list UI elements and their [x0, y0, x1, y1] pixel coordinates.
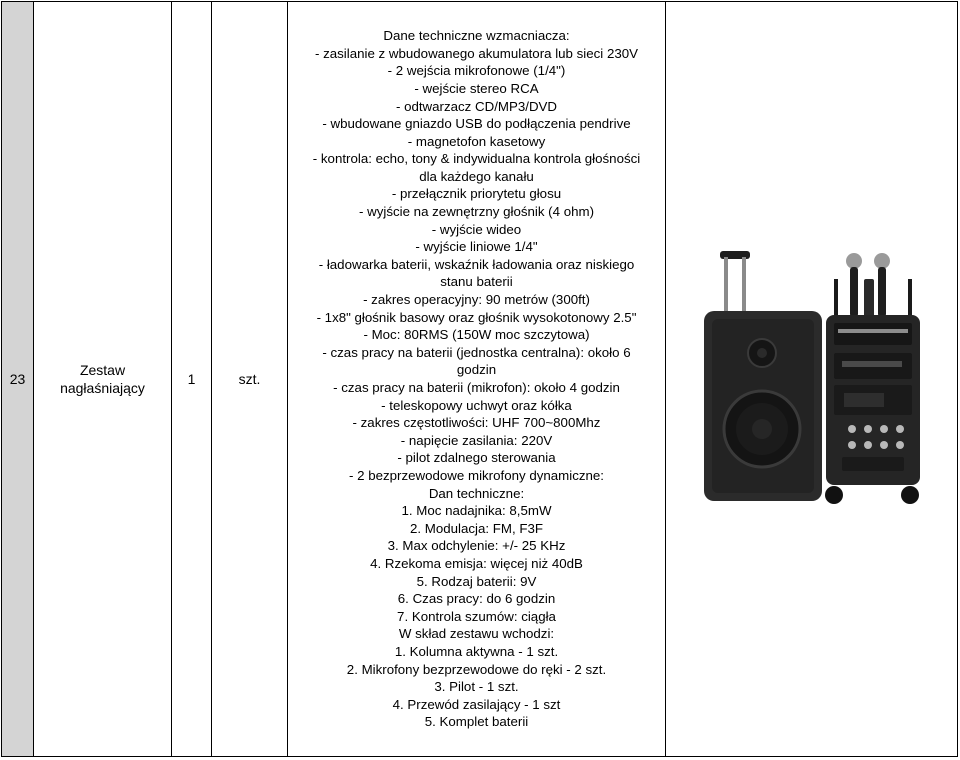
description-line: 7. Kontrola szumów: ciągła — [397, 608, 556, 624]
antenna-left — [834, 279, 838, 319]
description-line: 2. Mikrofony bezprzewodowe do ręki - 2 szt. — [346, 661, 607, 677]
description-line: - czas pracy na baterii (mikrofon): około 4 godzin — [333, 380, 620, 395]
description-line: 5. Rodzaj baterii: 9V — [416, 573, 537, 589]
description-line: 1. Moc nadajnika: 8,5mW — [401, 503, 552, 519]
description-line: 5. Komplet baterii — [424, 714, 529, 730]
description-line: 2. Modulacja: FM, F3F — [409, 520, 543, 536]
description-line: - wyjście liniowe 1/4" — [415, 239, 538, 255]
description-line: - czas pracy na baterii (jednostka centralna): około 6 — [322, 344, 631, 360]
description-line: 3. Max odchylenie: +/- 25 KHz — [387, 538, 566, 554]
description-line: dla każdego kanału — [419, 168, 534, 184]
item-name — [34, 2, 172, 757]
description-line: Dan techniczne: — [428, 485, 525, 501]
description-line: - przełącznik priorytetu głosu — [391, 186, 562, 202]
portable-pa-speaker-photo — [702, 249, 922, 509]
spec-table — [1, 1, 958, 757]
remote-control-icon — [864, 279, 874, 319]
table-row — [2, 2, 958, 757]
microphone-icon — [846, 253, 862, 317]
description-line: - magnetofon kasetowy — [407, 133, 546, 149]
description-line: - wejście stereo RCA — [414, 80, 539, 96]
description-line: - kontrola: echo, tony & indywidualna kontrola głośności — [312, 151, 641, 167]
description-line: - odtwarzacz CD/MP3/DVD — [395, 98, 558, 114]
speaker-cabinet — [704, 311, 822, 501]
item-unit: szt. — [212, 2, 288, 757]
description-line: - 1x8" głośnik basowy oraz głośnik wysokotonowy 2.5" — [316, 309, 637, 325]
description-line: Dane techniczne wzmacniacza: — [383, 28, 570, 44]
description-line: 4. Rzekoma emisja: więcej niż 40dB — [370, 555, 583, 571]
description-line: 3. Pilot - 1 szt. — [434, 679, 519, 695]
description-line: 1. Kolumna aktywna - 1 szt. — [394, 643, 559, 659]
description-line: - 2 bezprzewodowe mikrofony dynamiczne: — [349, 467, 604, 483]
description-line: godzin — [456, 362, 497, 378]
item-name-line: Zestaw — [79, 362, 126, 378]
product-image-cell — [666, 2, 958, 757]
item-name-line: nagłaśniający — [60, 380, 145, 396]
antenna-right — [908, 279, 912, 319]
amplifier-panel — [826, 315, 920, 485]
description-line: - wbudowane gniazdo USB do podłączenia pendrive — [322, 116, 631, 132]
description-line: - wyjście na zewnętrzny głośnik (4 ohm) — [359, 204, 594, 220]
description-line: - napięcie zasilania: 220V — [400, 432, 553, 448]
item-description — [288, 2, 666, 757]
description-line: - zakres częstotliwości: UHF 700~800Mhz — [352, 415, 601, 431]
description-line: 4. Przewód zasilający - 1 szt — [392, 696, 561, 712]
microphone-icon — [874, 253, 890, 317]
description-line: W skład zestawu wchodzi: — [398, 626, 555, 642]
description-line: stanu baterii — [440, 274, 513, 290]
description-line: - zakres operacyjny: 90 metrów (300ft) — [363, 292, 590, 308]
description-line: - wyjście wideo — [431, 221, 522, 237]
item-quantity: 1 — [172, 2, 212, 757]
wheel-icon — [901, 486, 919, 504]
row-number: 23 — [2, 2, 34, 757]
description-line: - pilot zdalnego sterowania — [397, 450, 556, 466]
description-line: - zasilanie z wbudowanego akumulatora lub sieci 230V — [314, 45, 638, 61]
telescopic-handle — [720, 251, 750, 315]
description-line: - Moc: 80RMS (150W moc szczytowa) — [363, 327, 590, 343]
description-line: - 2 wejścia mikrofonowe (1/4") — [387, 63, 566, 79]
description-lines — [288, 27, 665, 731]
description-line: - ładowarka baterii, wskaźnik ładowania oraz niskiego — [318, 256, 635, 272]
description-line: 6. Czas pracy: do 6 godzin — [397, 591, 556, 607]
description-line: - teleskopowy uchwyt oraz kółka — [381, 397, 572, 413]
wheel-icon — [825, 486, 843, 504]
